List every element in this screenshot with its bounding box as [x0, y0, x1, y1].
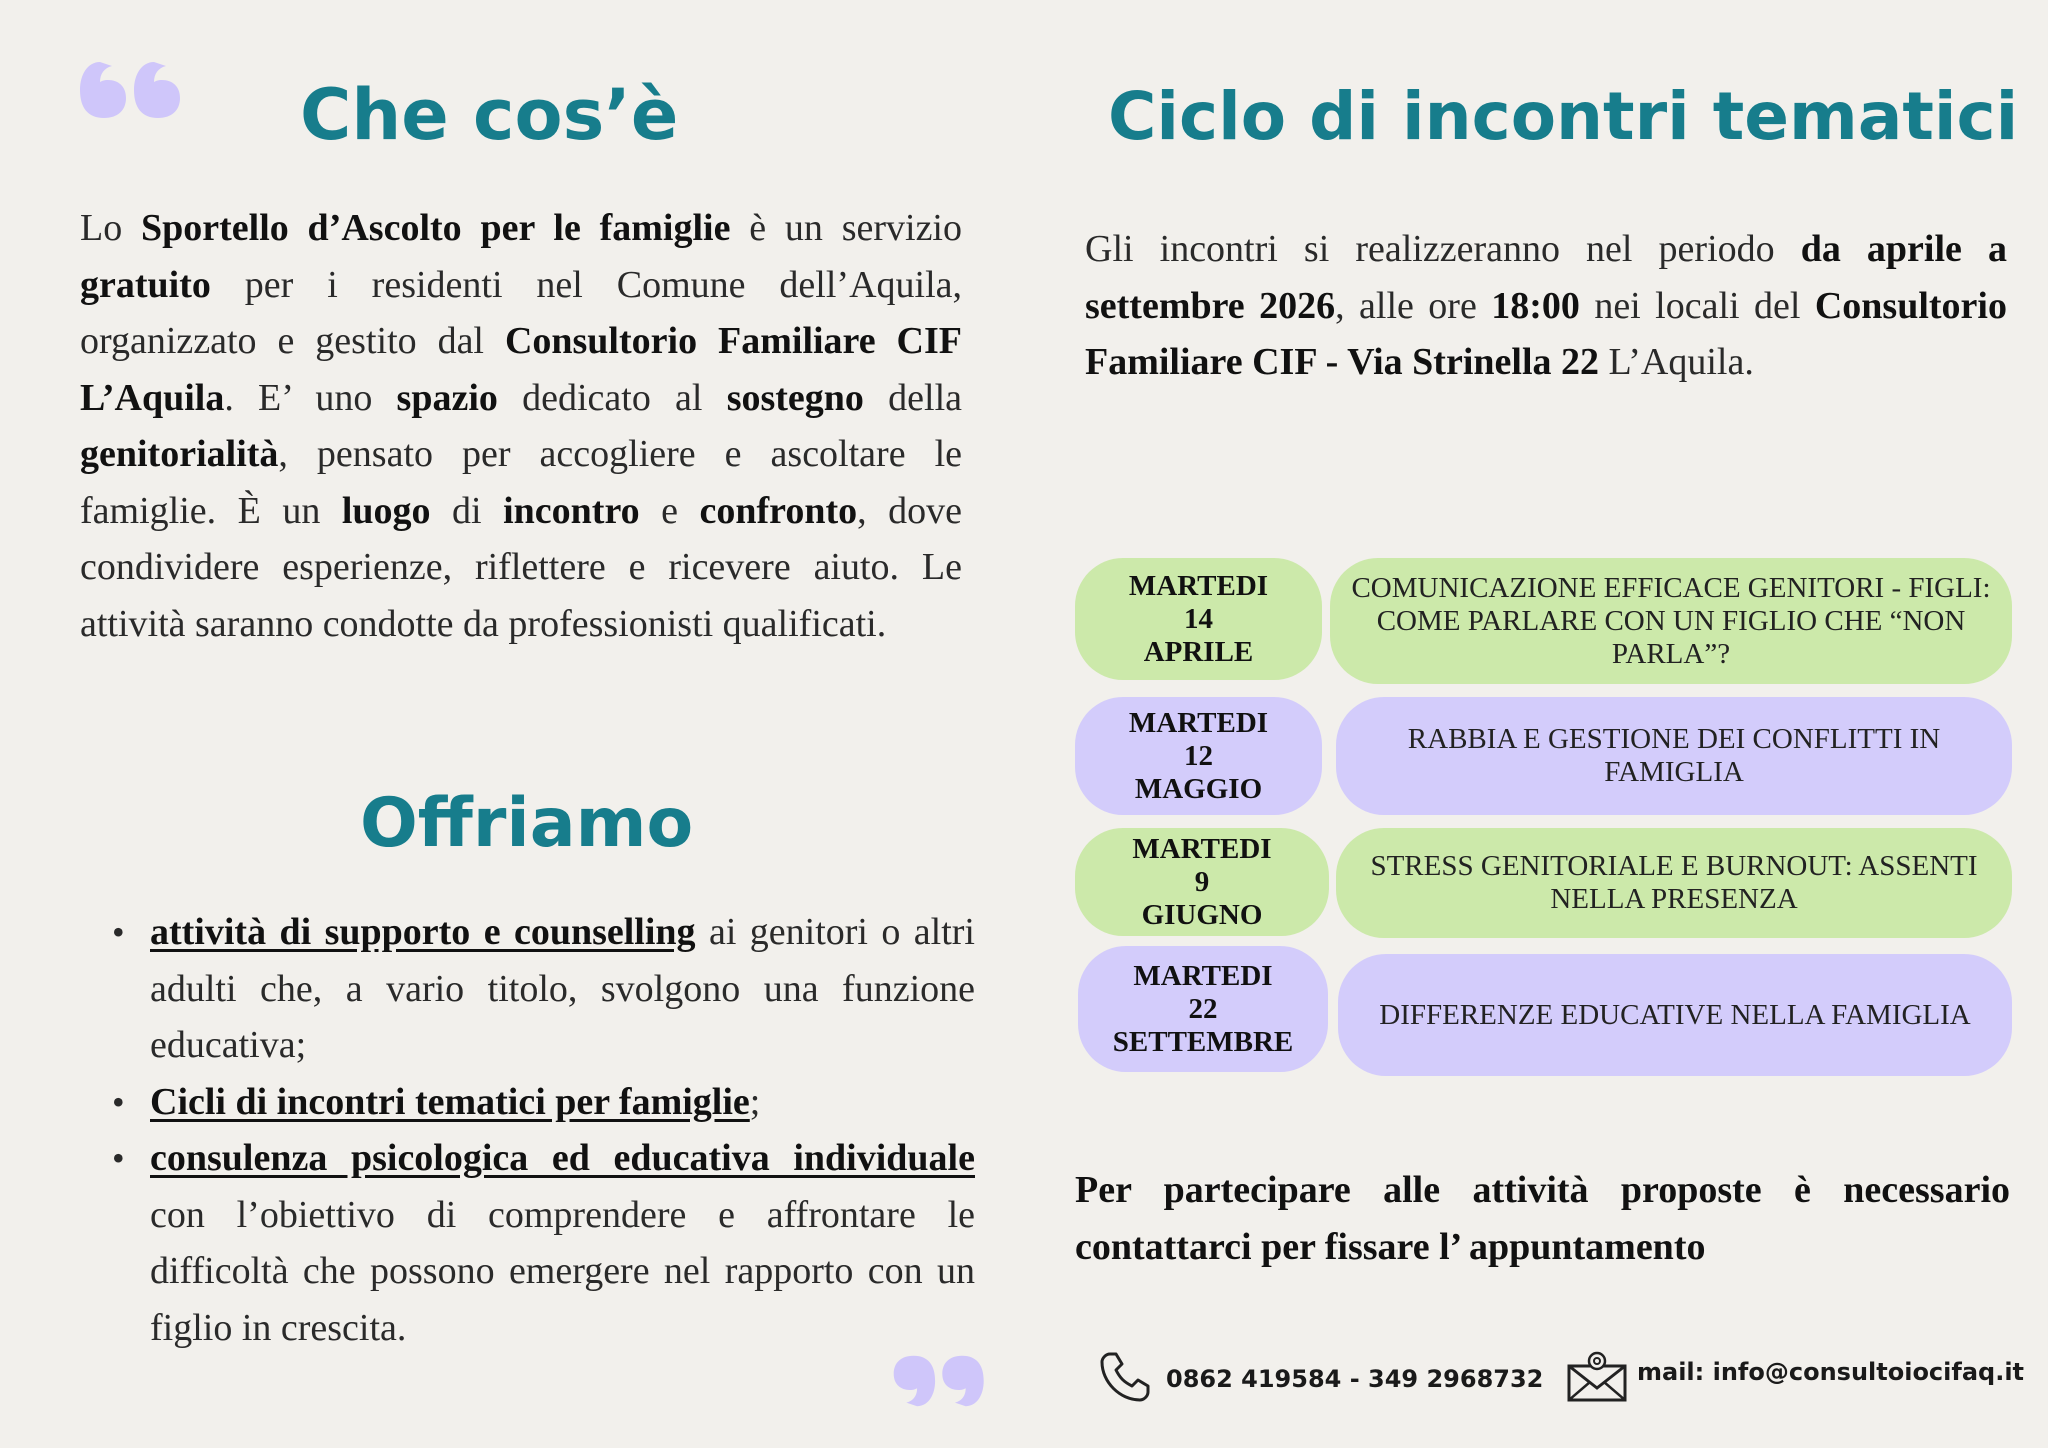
intro-bold: sostegno: [726, 376, 864, 419]
section-title-ciclo: Ciclo di incontri tematici: [1108, 78, 2019, 155]
date-day: 12: [1184, 739, 1213, 772]
period-bold: 18:00: [1491, 284, 1580, 327]
list-item: [112, 1074, 975, 1131]
period-text: L’Aquila.: [1599, 341, 1754, 383]
intro-text: Lo: [80, 207, 141, 249]
period-text: , alle ore: [1335, 284, 1492, 327]
topic-text: RABBIA E GESTIONE DEI CONFLITTI IN FAMIGLIA: [1407, 723, 1941, 788]
mail-icon: [1566, 1350, 1628, 1404]
list-item: [112, 904, 975, 1074]
date-month: APRILE: [1143, 635, 1254, 668]
date-weekday: MARTEDI: [1133, 959, 1273, 992]
offer-text: con l’obiettivo di comprendere e affrontare le difficoltà che possono emergere nel rapporto con un figlio in crescita.: [150, 1193, 975, 1349]
period-text: Gli incontri si realizzeranno nel periodo: [1085, 228, 1801, 270]
email-address[interactable]: mail: info@consultoiocifaq.it: [1637, 1358, 2025, 1386]
meeting-topic: [1330, 558, 2012, 684]
intro-text: per i residenti nel Comune dell’Aquila, organizzato e gestito dal: [80, 263, 962, 362]
meeting-topic: [1336, 697, 2012, 815]
period-bold: Consultorio Familiare CIF - Via Strinella 22: [1085, 284, 2007, 383]
meeting-topic: [1336, 828, 2012, 938]
bullet: •: [112, 912, 125, 952]
offer-support-link[interactable]: attività di supporto e counselling: [150, 911, 696, 953]
date-day: 9: [1194, 865, 1210, 898]
intro-text: e: [639, 489, 700, 532]
intro-text: della: [863, 376, 963, 419]
offer-list: [112, 904, 975, 1356]
intro-paragraph: [80, 200, 962, 652]
bullet: •: [112, 1138, 125, 1178]
contact-note: Per partecipare alle attività proposte è necessario contattarci per fissare l’ appuntamento: [1075, 1169, 2010, 1268]
period-bold: da aprile a settembre 2026: [1085, 228, 2007, 327]
date-month: MAGGIO: [1134, 772, 1263, 805]
offer-consulting-link[interactable]: consulenza psicologica ed educativa individuale: [150, 1137, 975, 1179]
offer-text: ;: [749, 1080, 761, 1123]
intro-bold: gratuito: [80, 263, 211, 306]
intro-bold: confronto: [699, 489, 858, 532]
meeting-date: [1075, 828, 1329, 936]
period-text: nei locali del: [1579, 284, 1815, 327]
offer-cycles-link[interactable]: Cicli di incontri tematici per famiglie: [150, 1080, 750, 1123]
phone-icon: [1098, 1350, 1152, 1404]
section-title-offriamo: Offriamo: [360, 784, 694, 863]
topic-text: COMUNICAZIONE EFFICACE GENITORI - FIGLI: COME PARLARE CON UN FIGLIO CHE “NON PARLA”?: [1351, 571, 1991, 670]
topic-text: STRESS GENITORIALE E BURNOUT: ASSENTI NELLA PRESENZA: [1370, 850, 1978, 915]
date-day: 22: [1188, 992, 1218, 1025]
intro-text: , dove condividere esperienze, riflettere e ricevere aiuto. Le attività saranno condotte da professionisti qualificati.: [80, 489, 962, 645]
intro-bold: spazio: [396, 376, 498, 419]
meeting-date: [1075, 558, 1322, 680]
date-weekday: MARTEDI: [1132, 832, 1272, 865]
offer-text: ai genitori o altri adulti che, a vario titolo, svolgono una funzione educativa;: [150, 911, 975, 1066]
intro-bold: Sportello d’Ascolto per le famiglie: [141, 207, 731, 249]
intro-text: dedicato al: [497, 376, 727, 419]
intro-bold: luogo: [341, 489, 431, 532]
list-item: [112, 1130, 975, 1356]
date-month: SETTEMBRE: [1112, 1025, 1294, 1058]
intro-text: . E’ uno: [224, 376, 397, 419]
intro-text: , pensato per accogliere e ascoltare le famiglie. È un: [80, 433, 962, 532]
period-paragraph: [1085, 221, 2007, 391]
meeting-date: [1075, 697, 1322, 815]
bullet: •: [112, 1081, 125, 1122]
meeting-topic: [1338, 954, 2012, 1076]
meeting-date: [1078, 946, 1328, 1072]
intro-bold: Consultorio Familiare CIF L’Aquila: [80, 320, 962, 419]
date-weekday: MARTEDI: [1128, 569, 1269, 602]
open-quote-icon: [78, 50, 188, 130]
intro-text: è un servizio: [730, 207, 962, 249]
section-title-che-cose: Che cos’è: [300, 74, 679, 156]
date-month: GIUGNO: [1141, 898, 1263, 931]
intro-bold: genitorialità: [80, 433, 279, 475]
topic-text: DIFFERENZE EDUCATIVE NELLA FAMIGLIA: [1379, 998, 1971, 1031]
intro-bold: incontro: [503, 489, 640, 532]
phone-numbers[interactable]: 0862 419584 - 349 2968732: [1166, 1365, 1544, 1393]
intro-text: di: [430, 489, 504, 532]
date-day: 14: [1184, 602, 1213, 635]
date-weekday: MARTEDI: [1128, 706, 1269, 739]
